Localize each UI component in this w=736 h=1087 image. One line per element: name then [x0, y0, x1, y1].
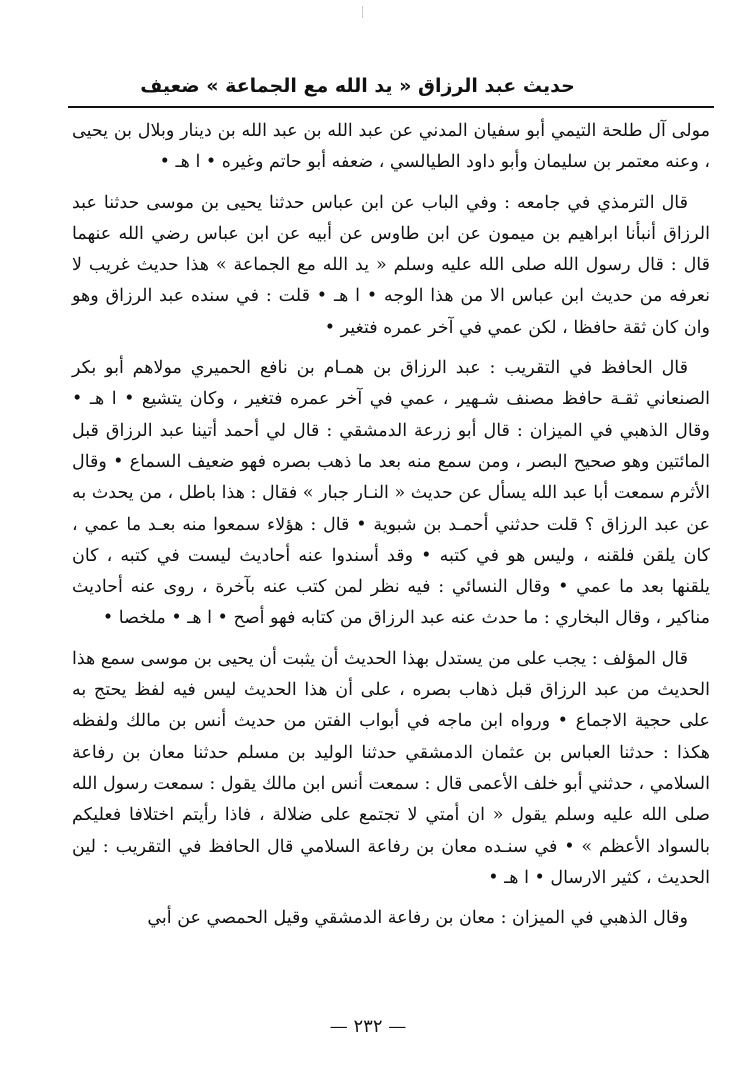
paragraph-2: قال الترمذي في جامعه : وفي الباب عن ابن عباس حدثنا يحيى بن موسى حدثنا عبد الرزاق أنبأنا ابراهيم بن ميمون عن ابن طاوس عن أبيه عن ابن عباس رضي الله عنهما قال : قال رسول الله صلى الله عليه وسلم « يد الله مع الجماعة » هذا حديث غريب لا نعرفه من حديث ابن عباس الا من هذا الوجه • ا هـ • قلت : في سنده عبد الرزاق وهو وان كان ثقة حافظا ، لكن عمي في آخر عمره فتغير • [72, 192, 710, 338]
paragraph-4: قال المؤلف : يجب على من يستدل بهذا الحديث أن يثبت أن يحيى بن موسى سمع هذا الحديث من عبد الرزاق قبل ذهاب بصره ، على أن هذا الحديث ليس فيه لفظ يحتج به على حجية الاجماع • ورواه ابن ماجه في أبواب الفتن من حديث أنس بن مالك ولفظه هكذا : حدثنا العباس بن عثمان الدمشقي حدثنا الوليد بن مسلم حدثنا معان بن رفاعة السلامي ، حدثني أبو خلف الأعمى قال : سمعت أنس ابن مالك يقول : سمعت رسول الله صلى الله عليه وسلم يقول « ان أمتي لا تجتمع على ضلالة ، فاذا رأيتم اختلافا فعليكم بالسواد الأعظم » • في سنـده معان بن رفاعة السلامي قال الحافظ في التقريب : لين الحديث ، كثير الارسال • ا هـ • [72, 648, 710, 888]
header-divider [68, 106, 714, 108]
scan-mark [362, 6, 369, 18]
page-number: — ٢٣٢ — [329, 1016, 407, 1037]
page-body [72, 116, 710, 943]
paragraph-5: وقال الذهبي في الميزان : معان بن رفاعة الدمشقي وقيل الحمصي عن أبي [147, 908, 688, 929]
paragraph-3: قال الحافظ في التقريب : عبد الرزاق بن همـام بن نافع الحميري مولاهم أبو بكر الصنعاني ثقـة حافظ مصنف شـهير ، عمي في آخر عمره فتغير ، وكان يتشيع • ا هـ • وقال الذهبي في الميزان : قال أبو زرعة الدمشقي : قال لي أحمد أتينا عبد الرزاق قبل المائتين وهو صحيح البصر ، ومن سمع منه بعد ما ذهب بصره فهو ضعيف السماع • وقال الأثرم سمعت أبا عبد الله يسأل عن حديث « النـار جبار » فقال : هذا باطل ، من يحدث به عن عبد الرزاق ؟ قلت حدثني أحمـد بن شبوية • قال : هؤلاء سمعوا منه بعـد ما عمي ، كان يلقن فلقنه ، وليس هو في كتبه • وقد أسندوا عنه أحاديث ليست في كتبه ، كان يلقنها بعد ما عمي • وقال النسائي : فيه نظر لمن كتب عنه بآخرة ، روى عنه أحاديث مناكير ، وقال البخاري : ما حدث عنه عبد الرزاق من كتابه فهو أصح • ا هـ • ملخصا • [72, 358, 710, 629]
paragraph-1: مولى آل طلحة التيمي أبو سفيان المدني عن عبد الله بن عبد الله بن دينار وبلال بن يحيى ، وعنه معتمر بن سليمان وأبو داود الطيالسي ، ضعفه أبو حاتم وغيره • ا هـ • [72, 121, 710, 173]
page-header-title: حديث عبد الرزاق « يد الله مع الجماعة » ضعيف [140, 75, 575, 97]
